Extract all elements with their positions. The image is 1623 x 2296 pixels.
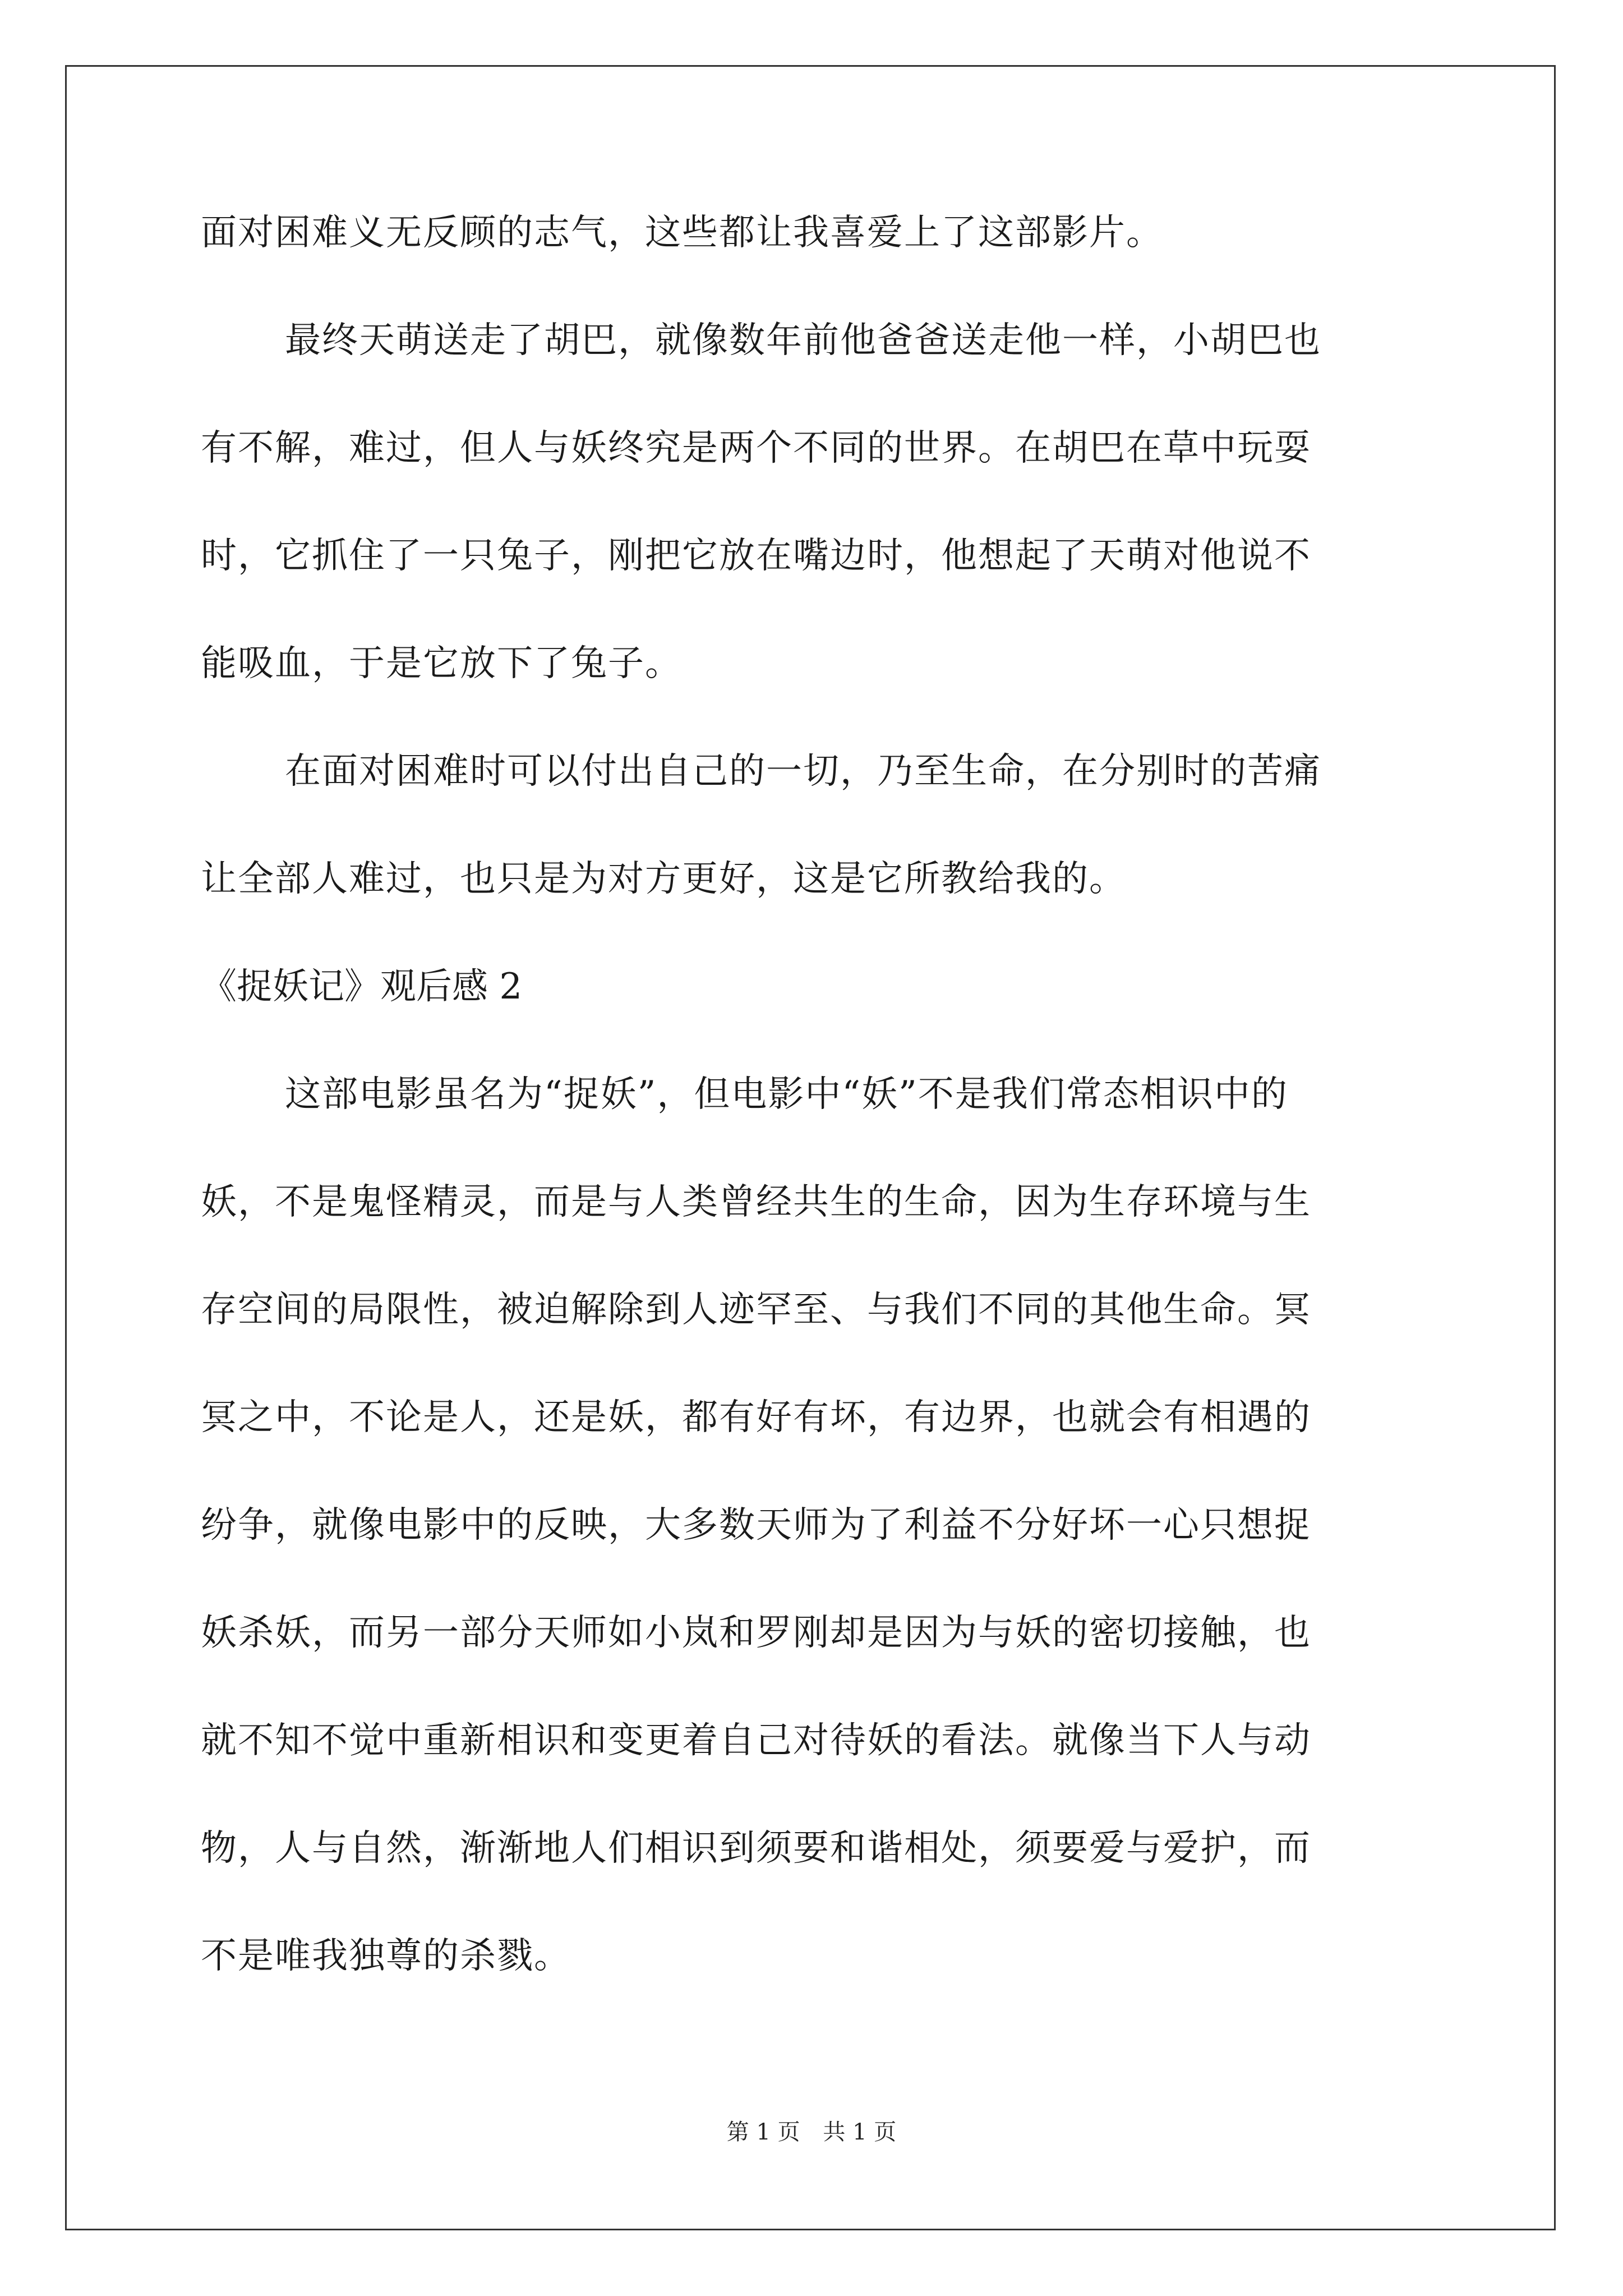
document-body <box>201 210 1435 1978</box>
paragraph-line: 能吸血，于是它放下了兔子。 <box>201 643 682 684</box>
paragraph-line: 面对困难义无反顾的志气，这些都让我喜爱上了这部影片。 <box>201 212 1163 254</box>
total-pages: 共 1 页 <box>823 2119 897 2145</box>
paragraph-line: 让全部人难过，也只是为对方更好，这是它所教给我的。 <box>201 858 1126 900</box>
paragraph-line: 冥之中，不论是人，还是妖，都有好有坏，有边界，也就会有相遇的 <box>201 1397 1311 1438</box>
paragraph-line: 在面对困难时可以付出自己的一切，乃至生命，在分别时的苦痛 <box>285 751 1321 792</box>
page-footer <box>0 2118 1623 2146</box>
paragraph-line: 时，它抓住了一只兔子，刚把它放在嘴边时，他想起了天萌对他说不 <box>201 535 1311 577</box>
paragraph-line: 最终天萌送走了胡巴，就像数年前他爸爸送走他一样，小胡巴也 <box>285 320 1321 361</box>
paragraph-line: 妖，不是鬼怪精灵，而是与人类曾经共生的生命，因为生存环境与生 <box>201 1181 1311 1223</box>
paragraph-line: 有不解，难过，但人与妖终究是两个不同的世界。在胡巴在草中玩耍 <box>201 427 1311 469</box>
paragraph-line: 物，人与自然，渐渐地人们相识到须要和谐相处，须要爱与爱护，而 <box>201 1828 1311 1869</box>
paragraph-line: 不是唯我独尊的杀戮。 <box>201 1935 571 1977</box>
paragraph-line: 这部电影虽名为“捉妖”，但电影中“妖”不是我们常态相识中的 <box>285 1074 1288 1115</box>
paragraph-line: 存空间的局限性，被迫解除到人迹罕至、与我们不同的其他生命。冥 <box>201 1289 1311 1331</box>
paragraph-line: 纷争，就像电影中的反映，大多数天师为了利益不分好坏一心只想捉 <box>201 1504 1311 1546</box>
paragraph-line: 就不知不觉中重新相识和变更着自己对待妖的看法。就像当下人与动 <box>201 1720 1311 1761</box>
paragraph-line: 妖杀妖，而另一部分天师如小岚和罗刚却是因为与妖的密切接触，也 <box>201 1612 1311 1654</box>
section-title: 《捉妖记》观后感 2 <box>201 966 523 1007</box>
page-number: 第 1 页 <box>726 2119 800 2145</box>
